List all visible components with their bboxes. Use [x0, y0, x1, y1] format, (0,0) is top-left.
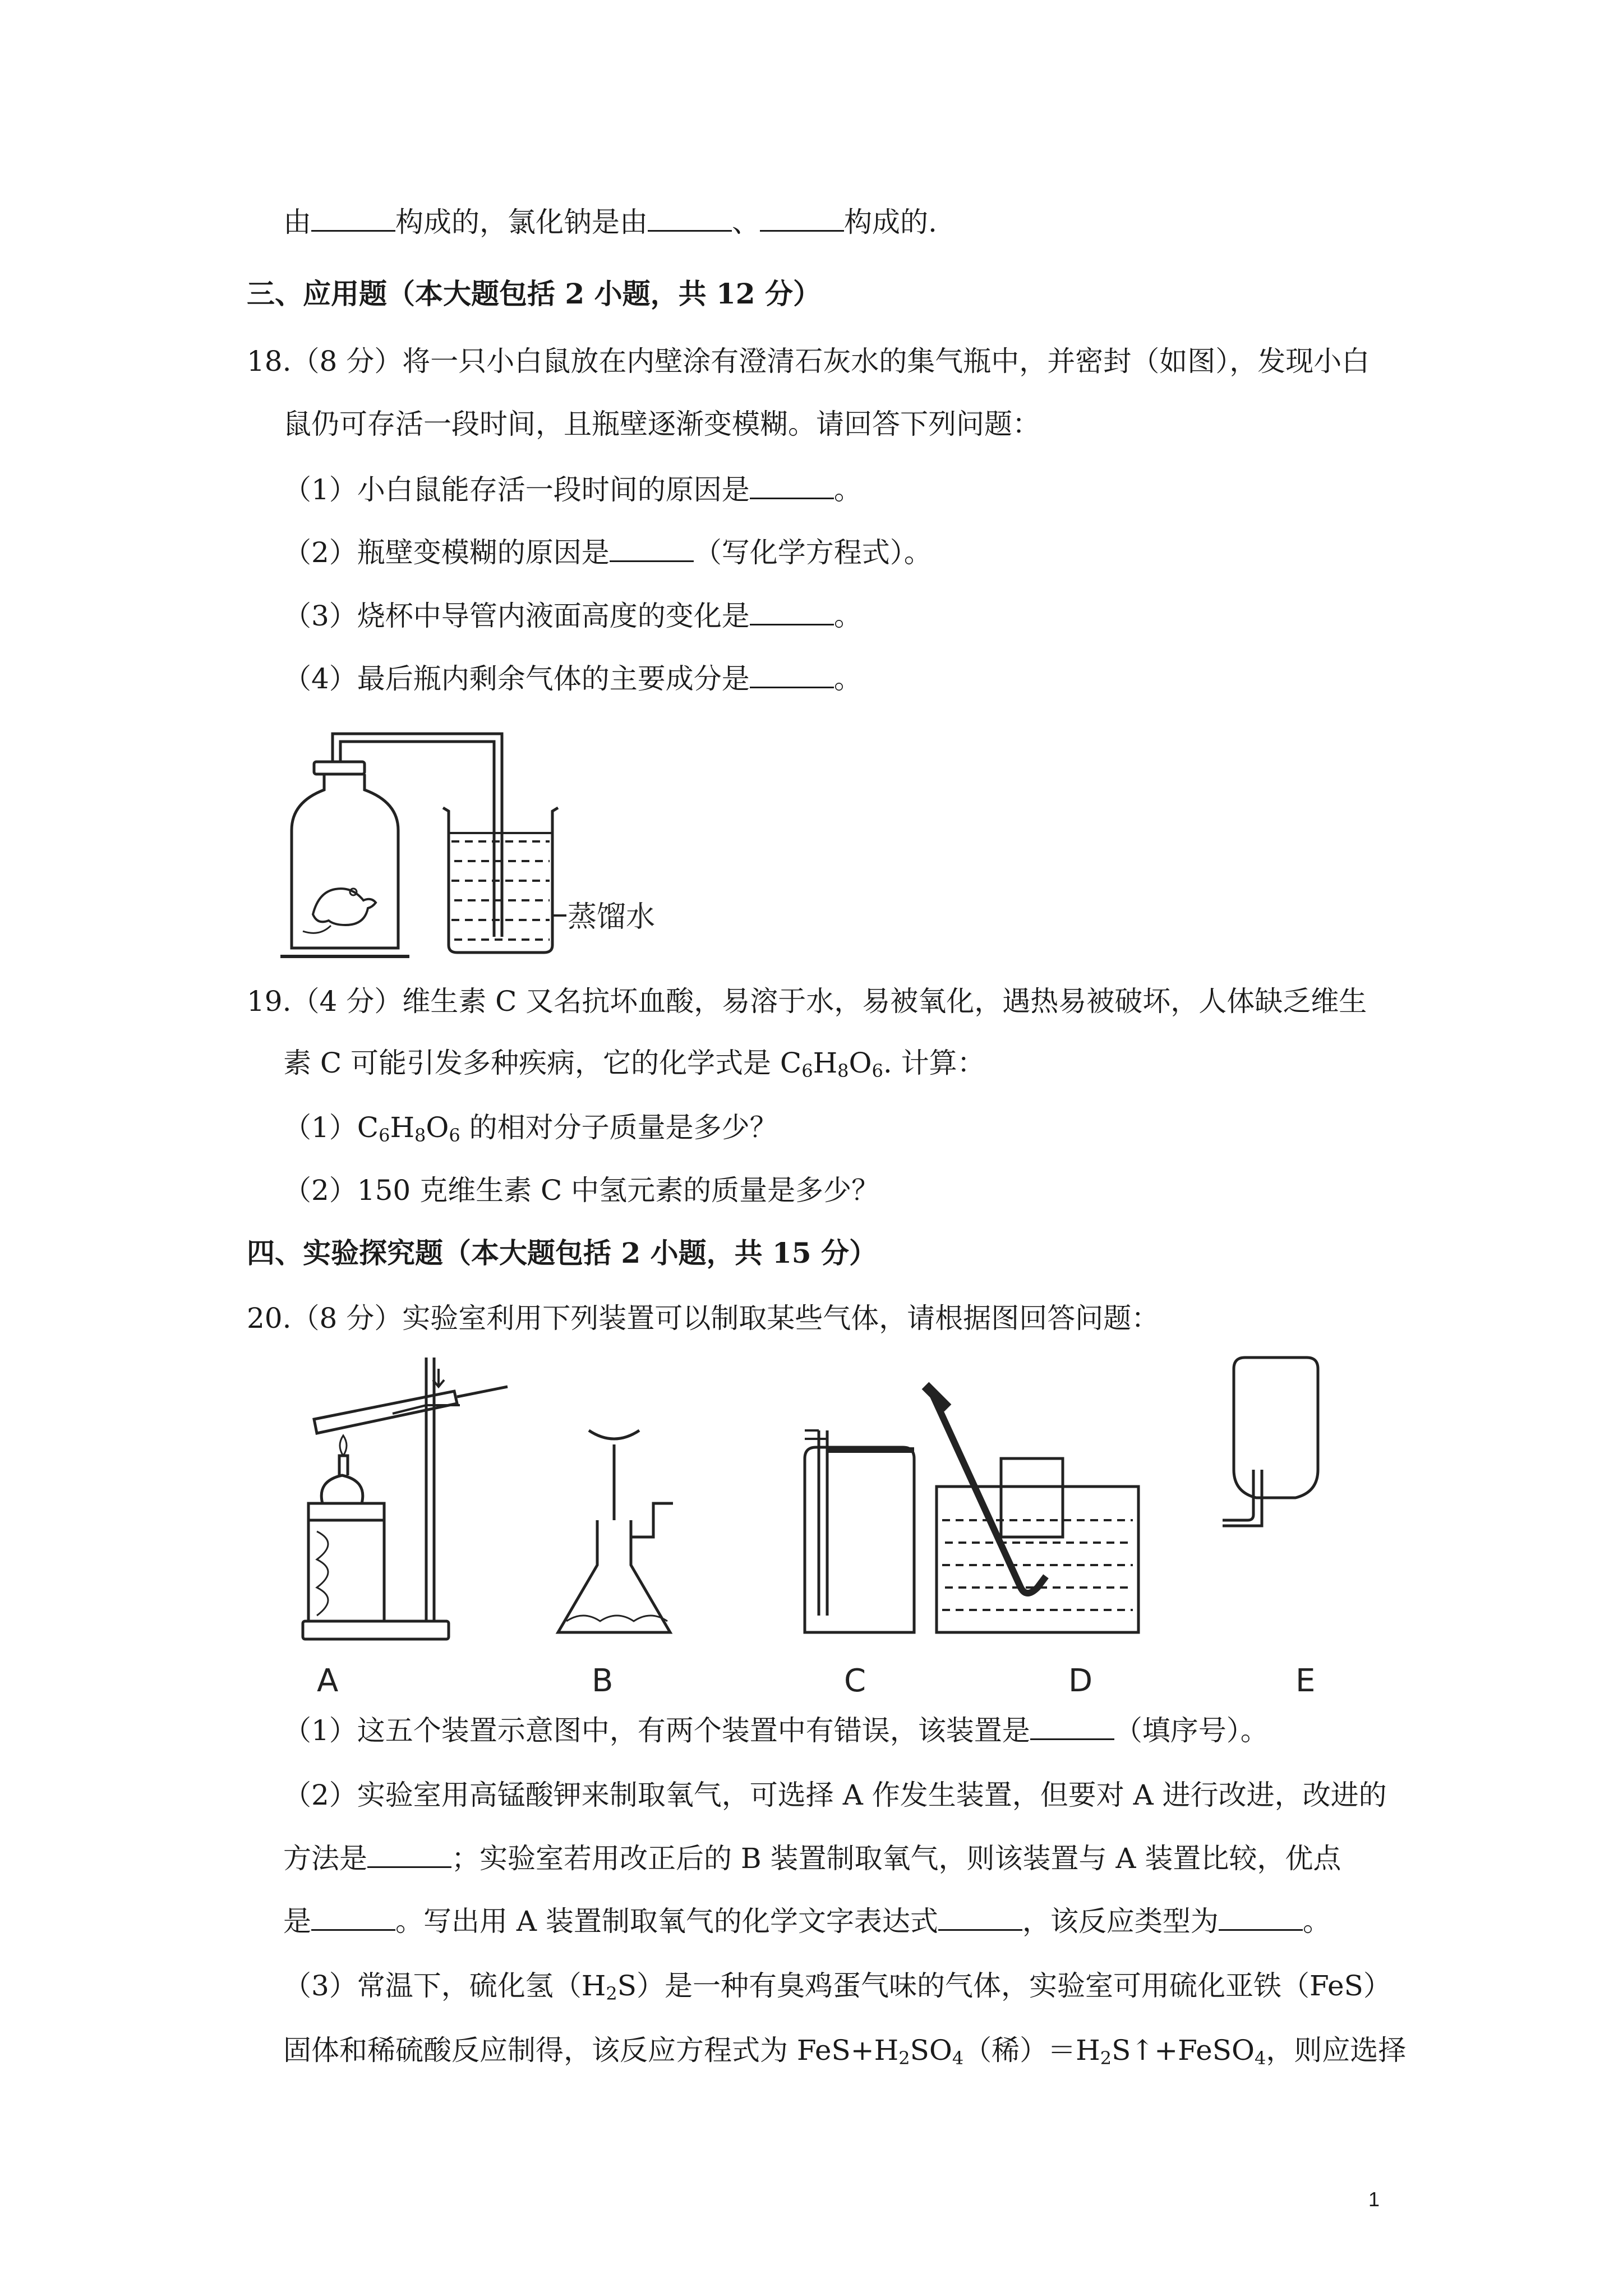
question-20-part-3-line-2: 固体和稀硫酸反应制得，该反应方程式为 $FeS+H_2SO_4$（稀）$=H_2S↑+FeSO_4$，则应选择 — [283, 2034, 1407, 2069]
answer-blank[interactable] — [311, 1904, 395, 1931]
answer-blank[interactable] — [1030, 1714, 1114, 1740]
apparatus-a-e-figure — [292, 1352, 1385, 1700]
page-number: 1 — [1368, 2188, 1380, 2211]
section-three-title: 三、应用题（本大题包括 2 小题，共 12 分） — [247, 277, 821, 310]
answer-blank[interactable] — [1219, 1904, 1303, 1931]
answer-blank[interactable] — [311, 205, 395, 232]
question-20-part-2-line-2: 方法是 ；实验室若用改正后的 B 装置制取氧气，则该装置与 A 装置比较，优点 — [283, 1842, 1341, 1875]
question-20-part-2-line-3: 是 。写出用 A 装置制取氧气的化学文字表达式 ，该反应类型为 。 — [283, 1905, 1331, 1938]
question-18-stem-2: 鼠仍可存活一段时间，且瓶壁逐渐变模糊。请回答下列问题： — [283, 408, 1040, 440]
label-e: E — [1295, 1663, 1316, 1699]
question-20-part-2-line-1: （2）实验室用高锰酸钾来制取氧气，可选择 A 作发生装置，但要对 A 进行改进，改进的 — [283, 1779, 1387, 1811]
question-18-stem-1: 18.（8 分）将一只小白鼠放在内壁涂有澄清石灰水的集气瓶中，并密封（如图），发现小白 — [247, 345, 1370, 378]
answer-blank[interactable] — [750, 599, 834, 625]
label-a: A — [317, 1663, 339, 1699]
question-19-part-2: （2）150 克维生素 C 中氢元素的质量是多少？ — [283, 1174, 880, 1207]
label-c: C — [844, 1663, 866, 1699]
distilled-water-label: 蒸馏水 — [568, 900, 656, 934]
answer-blank[interactable] — [750, 473, 834, 499]
question-18-part-1: （1）小白鼠能存活一段时间的原因是 。 — [283, 473, 862, 506]
question-19-part-1: $(1)C_6H_8O_6$ 的相对分子质量是多少？ — [283, 1111, 778, 1146]
answer-blank[interactable] — [938, 1904, 1022, 1931]
answer-blank[interactable] — [750, 662, 834, 688]
section-four-title: 四、实验探究题（本大题包括 2 小题，共 15 分） — [247, 1236, 877, 1269]
question-18-part-4: （4）最后瓶内剩余气体的主要成分是 。 — [283, 662, 862, 695]
label-b: B — [592, 1663, 614, 1699]
question-20-part-1: （1）这五个装置示意图中，有两个装置中有错误，该装置是 （填序号）。 — [283, 1714, 1269, 1747]
question-19-stem-1: 19.（4 分）维生素 C 又名抗坏血酸，易溶于水，易被氧化，遇热易被破坏，人体缺乏维生 — [247, 985, 1367, 1018]
question-19-stem-2: 素 C 可能引发多种疾病，它的化学式是 $C_6H_8O_6$. 计算： — [283, 1047, 985, 1082]
question-18-part-2: （2）瓶壁变模糊的原因是 （写化学方程式）。 — [283, 536, 932, 569]
answer-blank[interactable] — [367, 1842, 451, 1868]
question-20-stem: 20.（8 分）实验室利用下列装置可以制取某些气体，请根据图回答问题： — [247, 1302, 1160, 1335]
fill-line-sodium-chloride: 由 构成的，氯化钠是由 、 构成的. — [283, 206, 937, 238]
answer-blank[interactable] — [610, 536, 694, 562]
question-20-part-3-line-1: （3）常温下，硫化氢$(H_2S)$是一种有臭鸡蛋气味的气体，实验室可用硫化亚铁（FeS） — [283, 1970, 1391, 2004]
answer-blank[interactable] — [760, 205, 844, 232]
answer-blank[interactable] — [648, 205, 732, 232]
question-18-part-3: （3）烧杯中导管内液面高度的变化是 。 — [283, 600, 862, 632]
mouse-jar-apparatus-figure — [280, 724, 707, 965]
label-d: D — [1068, 1663, 1093, 1699]
